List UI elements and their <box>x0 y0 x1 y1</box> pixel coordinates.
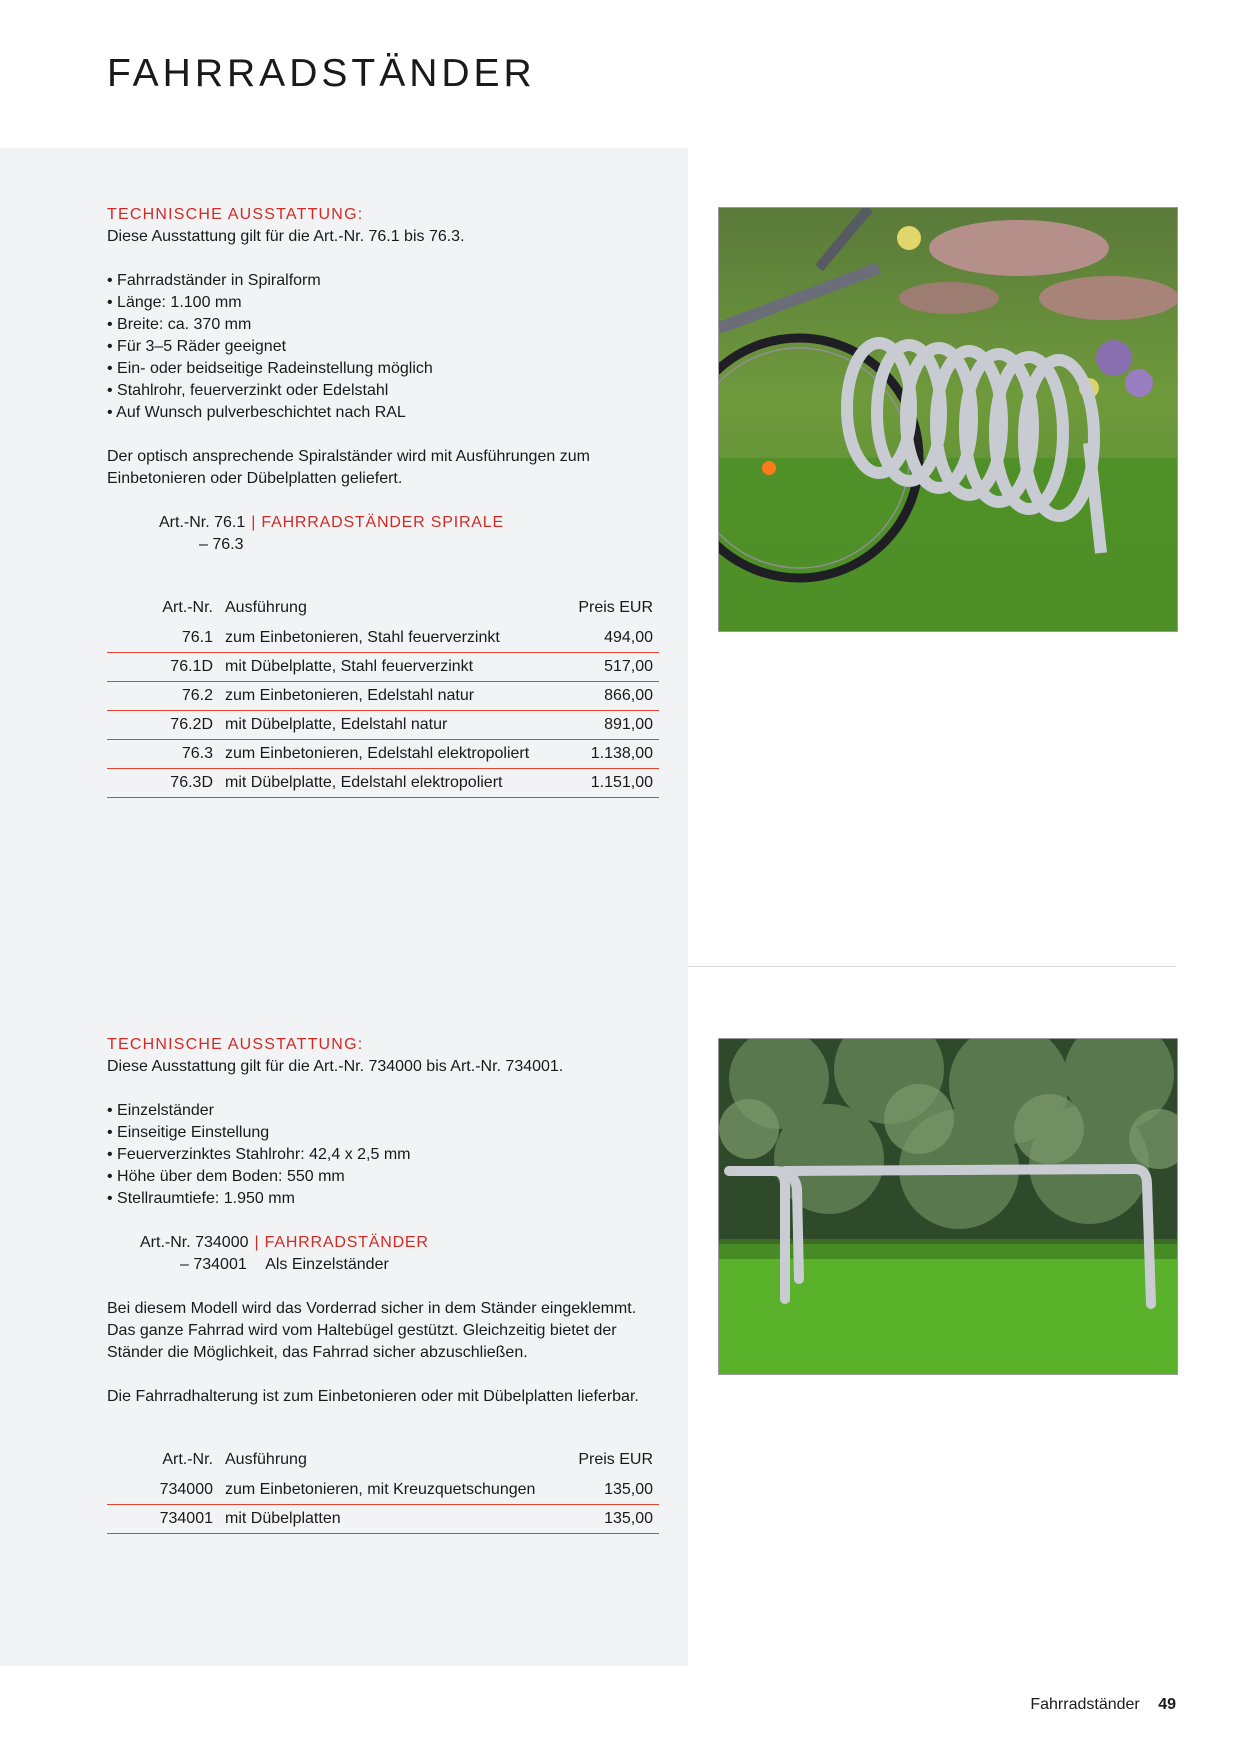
table-cell: zum Einbetonieren, Edelstahl elektropoliert <box>225 740 568 769</box>
list-item: • Einseitige Einstellung <box>107 1122 659 1144</box>
table-cell: 1.151,00 <box>568 769 659 798</box>
section-heading: TECHNISCHE AUSSTATTUNG: <box>107 1036 364 1053</box>
list-item: • Breite: ca. 370 mm <box>107 314 659 336</box>
price-table <box>107 596 659 798</box>
list-item: • Für 3–5 Räder geeignet <box>107 336 659 358</box>
section-intro: Diese Ausstattung gilt für die Art.-Nr. 734000 bis Art.-Nr. 734001. <box>107 1058 564 1075</box>
column-header: Art.-Nr. <box>162 599 213 616</box>
list-item: • Stellraumtiefe: 1.950 mm <box>107 1188 659 1210</box>
article-number-range <box>140 1254 659 1276</box>
table-cell: mit Dübelplatte, Edelstahl elektropoliert <box>225 769 568 798</box>
article-number-block <box>107 1232 659 1276</box>
section-description: Der optisch ansprechende Spiralständer wird mit Ausführungen zum Einbetonieren oder Dübelplatten geliefert. <box>107 448 590 487</box>
table-header-row <box>107 596 659 624</box>
footer-section: Fahrradständer <box>1030 1696 1140 1713</box>
table-row <box>107 740 659 769</box>
section-intro: Diese Ausstattung gilt für die Art.-Nr. 76.1 bis 76.3. <box>107 228 465 245</box>
table-cell: 76.3 <box>107 740 225 769</box>
table-cell: 76.1 <box>107 624 225 653</box>
section-description-2: Die Fahrradhalterung ist zum Einbetonieren oder mit Dübelplatten lieferbar. <box>107 1388 639 1405</box>
section-single-stand <box>107 1034 659 1534</box>
list-item: • Höhe über dem Boden: 550 mm <box>107 1166 659 1188</box>
section-description: Bei diesem Modell wird das Vorderrad sicher in dem Ständer eingeklemmt. Das ganze Fahrrad wird vom Haltebügel gestützt. Gleichzeitig bietet der Ständer die Möglichkeit, das Fahrrad sicher abzuschließen. <box>107 1300 637 1361</box>
article-number-end: – 734001 <box>180 1256 247 1273</box>
page-number: 49 <box>1158 1696 1176 1713</box>
section-spiral <box>107 204 659 798</box>
table-cell: 734000 <box>107 1476 225 1505</box>
article-number-block <box>107 512 659 556</box>
table-cell: 517,00 <box>568 653 659 682</box>
table-cell: 76.2D <box>107 711 225 740</box>
table-row <box>107 624 659 653</box>
table-row <box>107 1505 659 1534</box>
table-row <box>107 711 659 740</box>
table-cell: zum Einbetonieren, Stahl feuerverzinkt <box>225 624 568 653</box>
article-number: Art.-Nr. 734000 <box>140 1234 249 1251</box>
list-item: • Feuerverzinktes Stahlrohr: 42,4 x 2,5 mm <box>107 1144 659 1166</box>
table-cell: 76.1D <box>107 653 225 682</box>
single-stand-photo <box>718 1038 1178 1375</box>
table-cell: 76.3D <box>107 769 225 798</box>
section-divider <box>688 966 1176 967</box>
product-name: FAHRRADSTÄNDER SPIRALE <box>261 514 504 531</box>
list-item: • Stahlrohr, feuerverzinkt oder Edelstahl <box>107 380 659 402</box>
table-cell: 135,00 <box>569 1476 659 1505</box>
list-item: • Ein- oder beidseitige Radeinstellung möglich <box>107 358 659 380</box>
table-cell: mit Dübelplatte, Edelstahl natur <box>225 711 568 740</box>
table-header-row <box>107 1448 659 1476</box>
table-cell: 135,00 <box>569 1505 659 1534</box>
table-row <box>107 682 659 711</box>
table-cell: 734001 <box>107 1505 225 1534</box>
table-cell: 494,00 <box>568 624 659 653</box>
article-variant: Als Einzelständer <box>265 1256 389 1273</box>
list-item: • Auf Wunsch pulverbeschichtet nach RAL <box>107 402 659 424</box>
feature-list <box>107 1100 659 1210</box>
page-footer <box>1030 1696 1176 1714</box>
table-cell: mit Dübelplatte, Stahl feuerverzinkt <box>225 653 568 682</box>
article-number-range: – 76.3 <box>199 536 244 553</box>
table-cell: 866,00 <box>568 682 659 711</box>
feature-list <box>107 270 659 424</box>
product-name: FAHRRADSTÄNDER <box>264 1234 429 1251</box>
article-separator: | <box>254 1234 259 1251</box>
table-cell: mit Dübelplatten <box>225 1505 569 1534</box>
column-header: Ausführung <box>225 1451 307 1468</box>
table-cell: 1.138,00 <box>568 740 659 769</box>
section-heading: TECHNISCHE AUSSTATTUNG: <box>107 206 364 223</box>
table-row <box>107 769 659 798</box>
table-row <box>107 653 659 682</box>
list-item: • Einzelständer <box>107 1100 659 1122</box>
article-number: Art.-Nr. 76.1 <box>159 514 246 531</box>
column-header: Ausführung <box>225 599 307 616</box>
price-table <box>107 1448 659 1534</box>
column-header: Art.-Nr. <box>162 1451 213 1468</box>
spiral-rack-photo <box>718 207 1178 632</box>
column-header: Preis EUR <box>578 599 653 616</box>
list-item: • Fahrradständer in Spiralform <box>107 270 659 292</box>
list-item: • Länge: 1.100 mm <box>107 292 659 314</box>
table-cell: zum Einbetonieren, Edelstahl natur <box>225 682 568 711</box>
table-cell: 891,00 <box>568 711 659 740</box>
page-title: FAHRRADSTÄNDER <box>107 52 536 95</box>
column-header: Preis EUR <box>578 1451 653 1468</box>
article-separator: | <box>251 514 256 531</box>
table-cell: 76.2 <box>107 682 225 711</box>
table-cell: zum Einbetonieren, mit Kreuzquetschungen <box>225 1476 569 1505</box>
table-row <box>107 1476 659 1505</box>
